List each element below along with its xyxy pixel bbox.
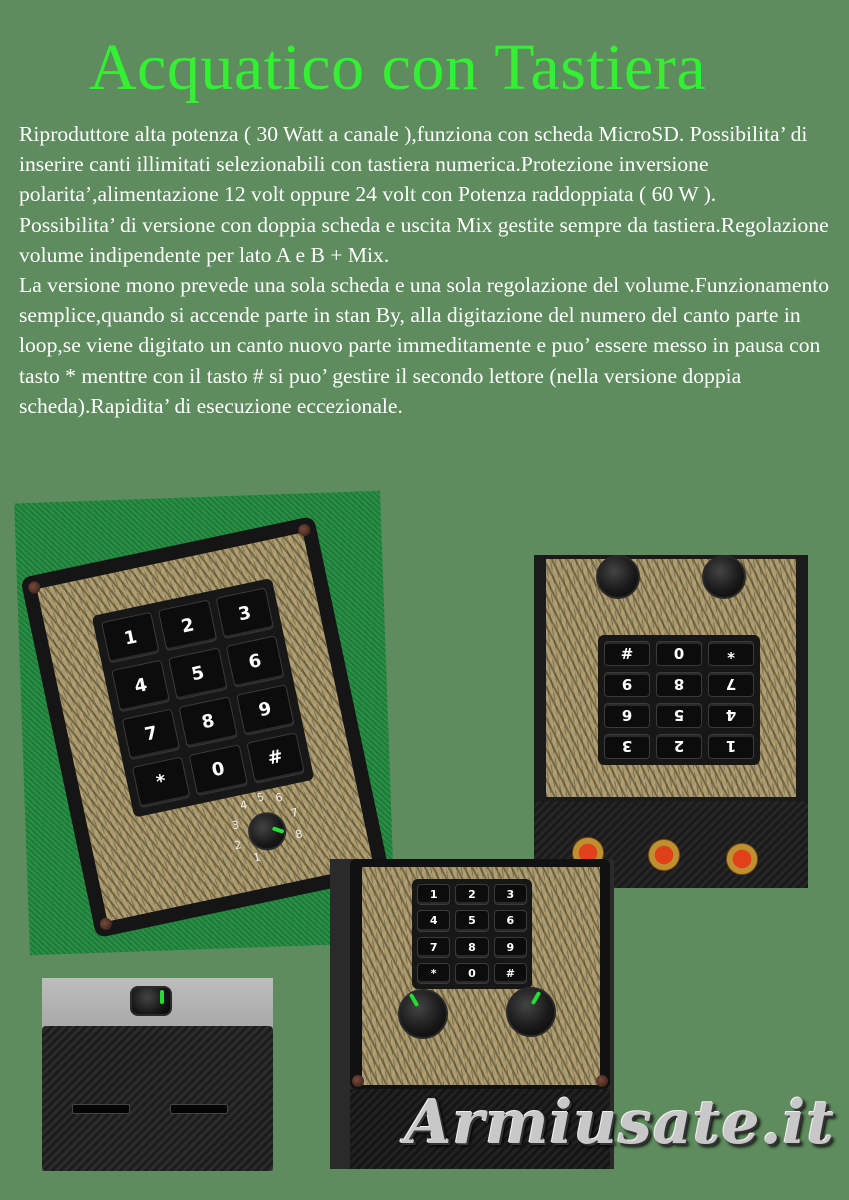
keypad-key: 7 — [122, 708, 181, 760]
keypad-key: * — [708, 641, 754, 666]
keypad — [412, 879, 532, 989]
knob-scale-mark: 6 — [274, 790, 284, 805]
knob-scale-mark: 2 — [233, 838, 243, 853]
keypad-key: 6 — [225, 636, 284, 688]
knob-indicator — [531, 991, 541, 1005]
volume-knob — [398, 989, 448, 1039]
knob-scale-mark: 4 — [238, 798, 249, 813]
keypad-key: 9 — [494, 937, 527, 958]
keypad-key: 0 — [656, 641, 702, 666]
knob-indicator — [272, 826, 285, 834]
keypad-key: 8 — [455, 937, 488, 958]
keypad-key: # — [604, 641, 650, 666]
volume-knob — [596, 555, 640, 599]
keypad-key: 5 — [656, 703, 702, 728]
keypad-key: 4 — [111, 660, 170, 712]
keypad-key: 7 — [417, 937, 450, 958]
keypad-key: 4 — [417, 910, 450, 931]
page-title: Acquatico con Tastiera — [88, 31, 707, 104]
description-paragraph: La versione mono prevede una sola scheda e una sola regolazione del volume.Funzionamento semplice,quando si accende parte in stan By, alla digitazione del numero del canto parte in loop,se viene digitato un canto nuovo parte immeditamente e puo’ essere messo in pausa con tasto * menttre con il tasto # si puo’ gestire il secondo lettore (nella versione doppia scheda).Rapidita’ di esecuzione eccezionale. — [19, 273, 830, 418]
keypad-key: 2 — [656, 734, 702, 759]
site-watermark: Armiusate.it — [405, 1088, 836, 1158]
keypad-key: 2 — [455, 884, 488, 905]
keypad-key: 8 — [656, 672, 702, 697]
knob-indicator — [409, 993, 419, 1007]
keypad-key: 0 — [455, 963, 488, 984]
knob-scale-mark: 1 — [252, 850, 262, 865]
keypad-key: 4 — [708, 703, 754, 728]
volume-knob — [130, 986, 172, 1016]
keypad-key: 1 — [101, 612, 160, 664]
keypad-key: 7 — [708, 672, 754, 697]
keypad-key: 0 — [189, 744, 248, 796]
keypad-key: 1 — [417, 884, 450, 905]
photo-dual-player-with-jacks — [534, 555, 808, 888]
keypad-key: 6 — [604, 703, 650, 728]
knob-scale-mark: 7 — [289, 805, 300, 820]
knob-indicator — [160, 990, 164, 1004]
knob-scale-mark: 8 — [294, 827, 304, 842]
keypad-key: 5 — [455, 910, 488, 931]
keypad-key: * — [417, 963, 450, 984]
keypad-key: 9 — [604, 672, 650, 697]
audio-jack — [726, 843, 758, 875]
keypad-key: 3 — [215, 587, 274, 639]
keypad-key: 8 — [179, 696, 238, 748]
microsd-slot — [72, 1104, 130, 1114]
description-paragraph: Possibilita’ di versione con doppia scheda e uscita Mix gestite sempre da tastiera.Regolazione volume indipendente per lato A e B + Mix. — [19, 212, 829, 267]
keypad-key: 6 — [494, 910, 527, 931]
audio-jack — [648, 839, 680, 871]
keypad-key: # — [246, 732, 305, 784]
product-description — [19, 119, 841, 421]
keypad-key: 3 — [604, 734, 650, 759]
photo-player-side-microsd — [42, 978, 273, 1171]
keypad — [598, 635, 760, 765]
keypad-key: 3 — [494, 884, 527, 905]
knob-scale-mark: 5 — [255, 790, 266, 805]
keypad-key: # — [494, 963, 527, 984]
knob-scale-mark: 3 — [230, 818, 241, 833]
microsd-slot — [170, 1104, 228, 1114]
description-paragraph: Riproduttore alta potenza ( 30 Watt a canale ),funziona con scheda MicroSD. Possibilita’ di inserire canti illimitati selezionabili con tastiera numerica.Protezione inversione polarita’,alimentazione 12 volt oppure 24 volt con Potenza raddoppiata ( 60 W ). — [19, 122, 808, 207]
keypad-key: 1 — [708, 734, 754, 759]
volume-knob — [506, 987, 556, 1037]
keypad-key: 5 — [168, 648, 227, 700]
volume-knob — [702, 555, 746, 599]
keypad-key: 9 — [236, 684, 295, 736]
keypad-key: * — [132, 756, 191, 808]
keypad-key: 2 — [158, 600, 217, 652]
